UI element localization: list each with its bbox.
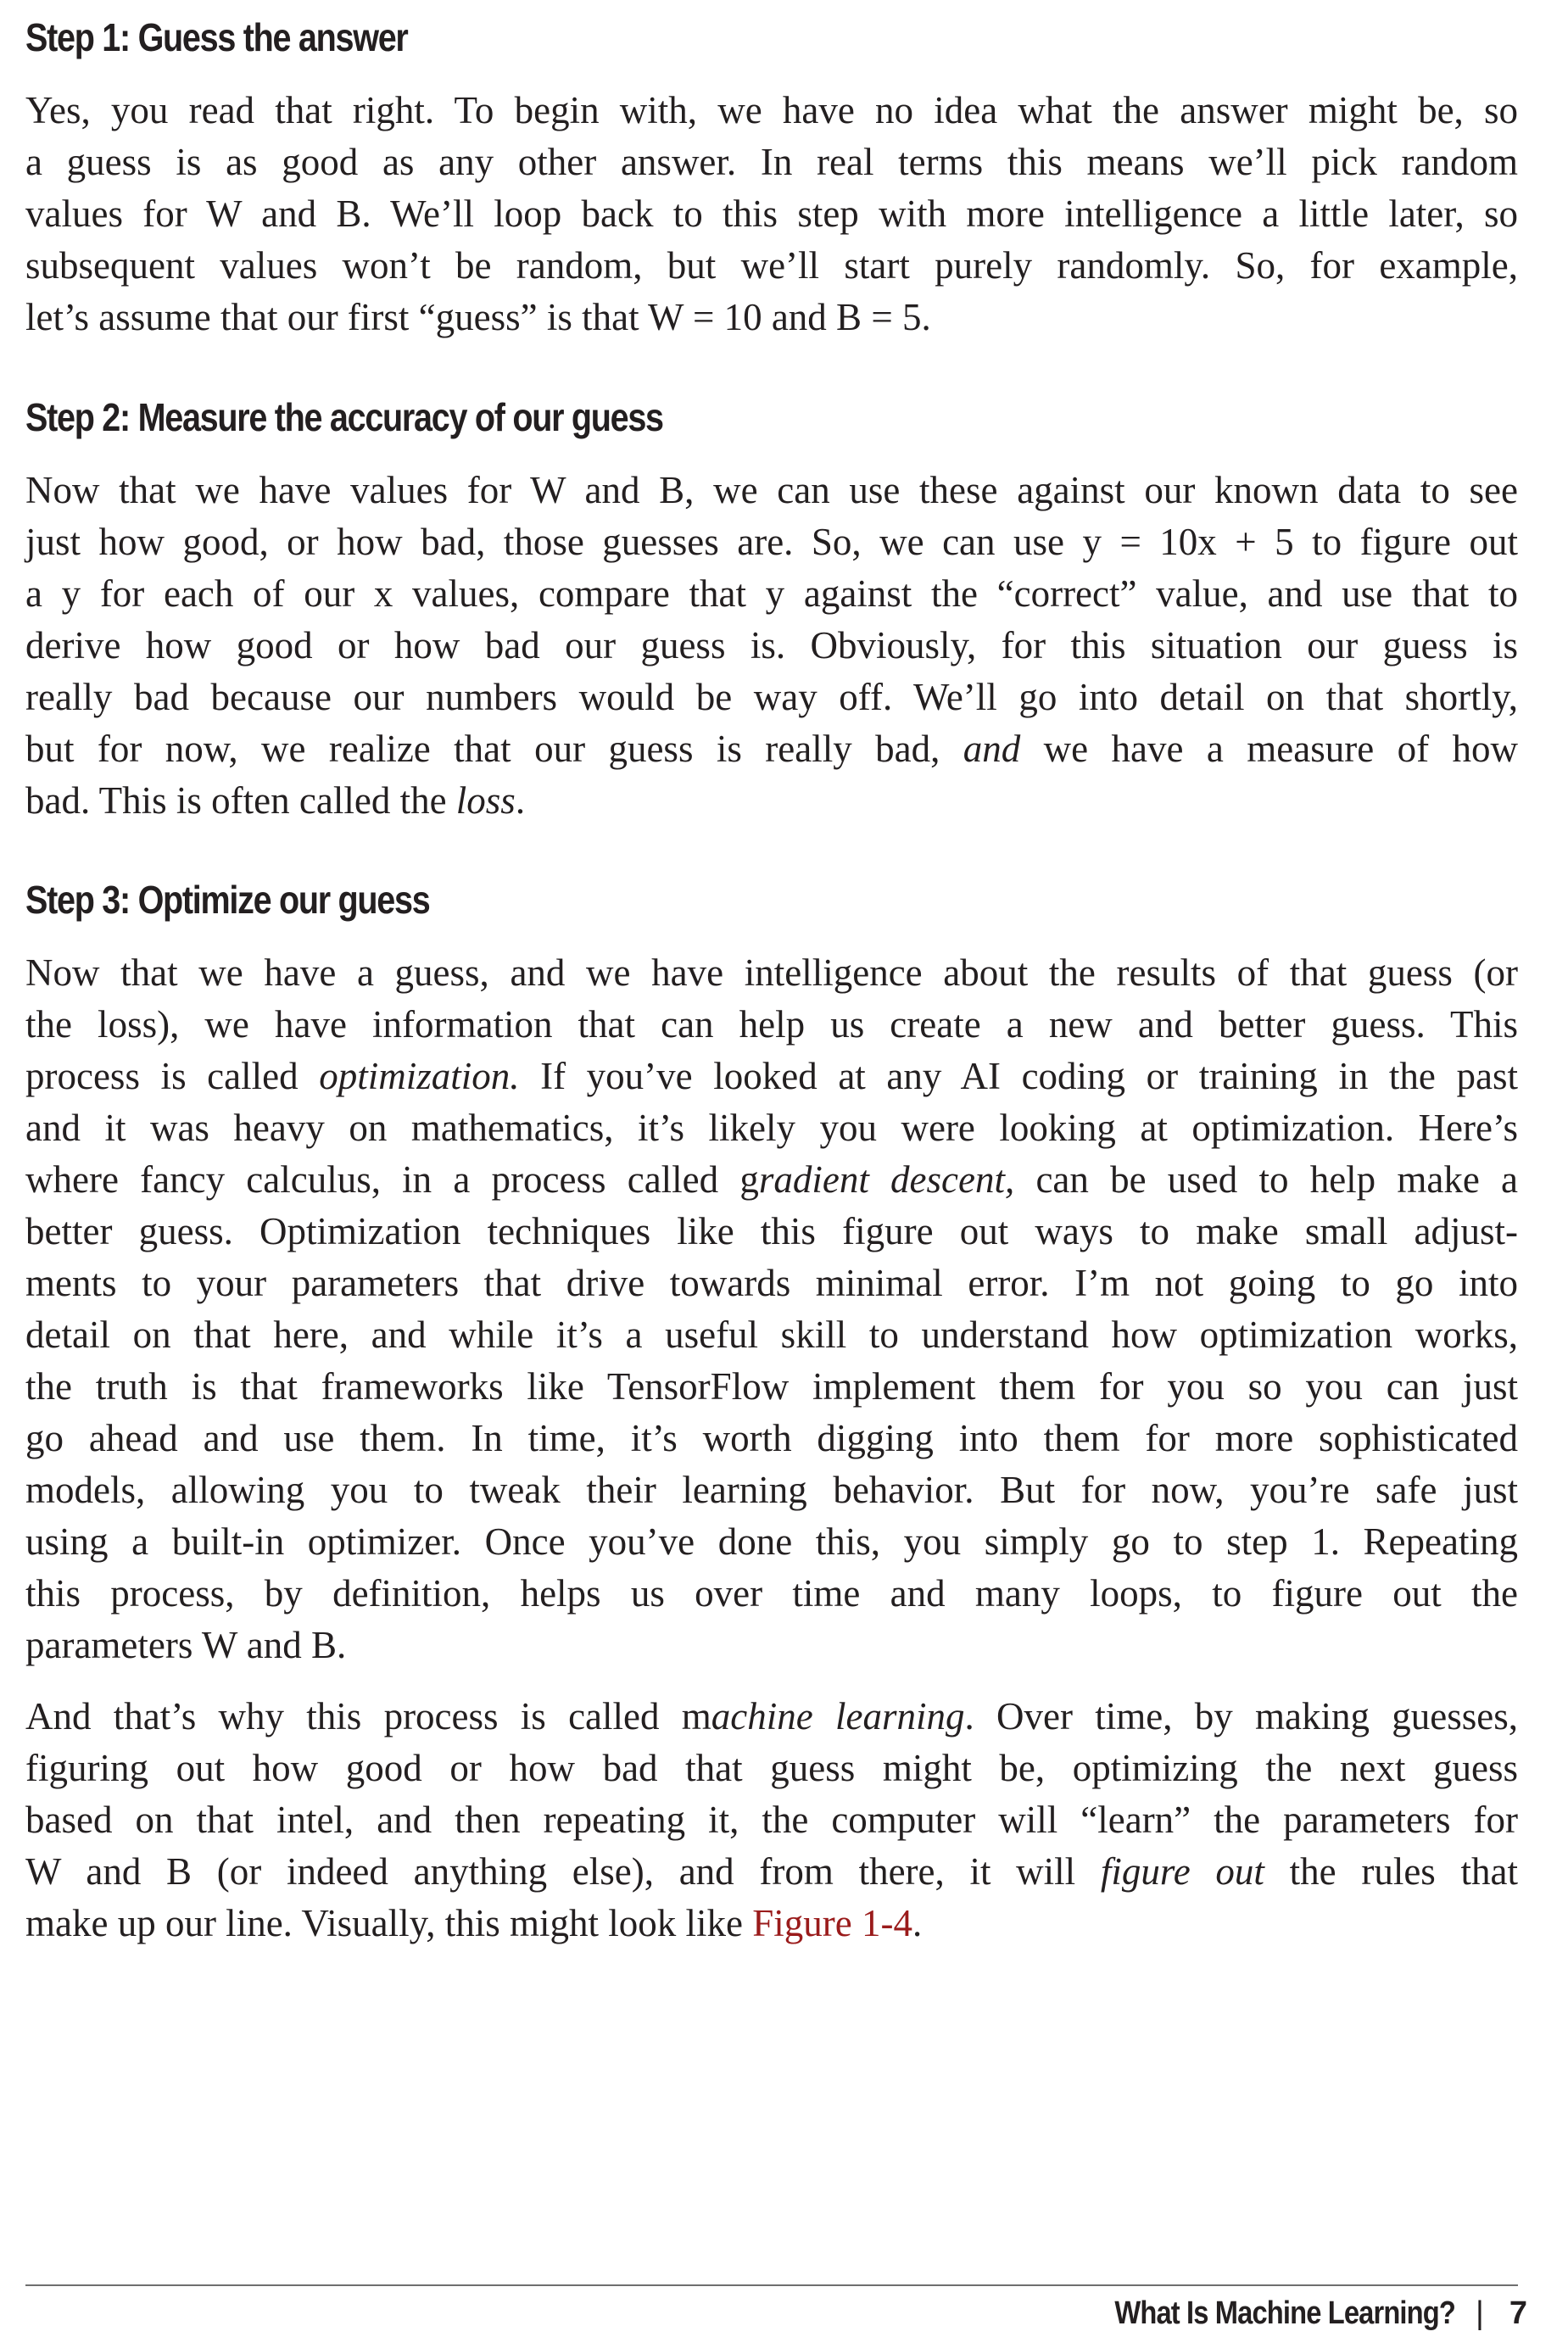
emphasis-text: optimization.: [319, 1055, 520, 1097]
paragraph-line: a y for each of our x values, compare that y against the “correct” value, and use that to: [25, 572, 1518, 615]
text-run: the rules that: [1264, 1850, 1518, 1893]
figure-reference-link[interactable]: Figure 1-4: [752, 1902, 912, 1944]
paragraph-line: really bad because our numbers would be way off. We’ll go into detail on that shortly,: [25, 676, 1518, 718]
text-run: bad. This is often called the: [25, 779, 456, 822]
paragraph-line: [25, 1898, 1518, 1949]
paragraph-line: ments to your parameters that drive towards minimal error. I’m not going to go into: [25, 1262, 1518, 1304]
paragraph-line: the loss), we have information that can help us create a new and better guess. This: [25, 1003, 1518, 1046]
footer-divider: [25, 2284, 1518, 2286]
step-2-heading: Step 2: Measure the accuracy of our guess: [25, 395, 663, 439]
paragraph-line: using a built-in optimizer. Once you’ve done this, you simply go to step 1. Repeating: [25, 1520, 1518, 1563]
paragraph-line: models, allowing you to tweak their learning behavior. But for now, you’re safe just: [25, 1469, 1518, 1511]
step-2-paragraph: [25, 465, 1518, 827]
paragraph-line: [25, 1154, 1518, 1206]
paragraph-line: Now that we have a guess, and we have intelligence about the results of that guess (or: [25, 951, 1518, 994]
paragraph-line: [25, 1691, 1518, 1743]
page-footer: [1059, 2295, 1527, 2332]
text-run: If you’ve looked at any AI coding or training in the past: [519, 1055, 1518, 1097]
text-run: where fancy calculus, in a process called g: [25, 1158, 759, 1201]
text-run: process is called: [25, 1055, 320, 1097]
text-run: . Over time, by making guesses,: [964, 1695, 1518, 1737]
emphasis-text: achine learning: [711, 1695, 965, 1737]
paragraph-line: derive how good or how bad our guess is. Obviously, for this situation our guess is: [25, 624, 1518, 667]
paragraph-line: a guess is as good as any other answer. In real terms this means we’ll pick random: [25, 141, 1518, 183]
text-run: .: [912, 1902, 923, 1944]
paragraph-line: [25, 723, 1518, 775]
text-run: And that’s why this process is called m: [25, 1695, 711, 1737]
running-footer-title: What Is Machine Learning?: [1114, 2295, 1455, 2331]
emphasis-text: radient descent,: [758, 1158, 1015, 1201]
paragraph-line: let’s assume that our first “guess” is that W = 10 and B = 5.: [25, 296, 931, 338]
step-3-paragraph: [25, 947, 1518, 1671]
paragraph-line: subsequent values won’t be random, but we’ll start purely randomly. So, for example,: [25, 244, 1518, 287]
paragraph-line: detail on that here, and while it’s a useful skill to understand how optimization works,: [25, 1314, 1518, 1356]
text-run: .: [515, 779, 526, 822]
footer-separator: |: [1475, 2295, 1484, 2331]
paragraph-line: [25, 1051, 1518, 1102]
text-run: make up our line. Visually, this might look like: [25, 1902, 753, 1944]
paragraph-line: just how good, or how bad, those guesses are. So, we can use y = 10x + 5 to figure out: [25, 521, 1518, 563]
closing-paragraph: [25, 1691, 1518, 1949]
paragraph-line: this process, by definition, helps us over time and many loops, to figure out the: [25, 1572, 1518, 1615]
paragraph-line: figuring out how good or how bad that guess might be, optimizing the next guess: [25, 1747, 1518, 1789]
paragraph-line: [25, 775, 1518, 827]
paragraph-line: Yes, you read that right. To begin with, we have no idea what the answer might be, so: [25, 89, 1518, 131]
paragraph-line: based on that intel, and then repeating it, the computer will “learn” the parameters for: [25, 1799, 1518, 1841]
paragraph-line: better guess. Optimization techniques like this figure out ways to make small adjust-: [25, 1210, 1518, 1252]
paragraph-line: the truth is that frameworks like TensorFlow implement them for you so you can just: [25, 1365, 1518, 1408]
step-3-heading: Step 3: Optimize our guess: [25, 878, 430, 922]
paragraph-line: and it was heavy on mathematics, it’s likely you were looking at optimization. Here’s: [25, 1107, 1518, 1149]
text-run: can be used to help make a: [1014, 1158, 1518, 1201]
paragraph-line: go ahead and use them. In time, it’s worth digging into them for more sophisticated: [25, 1417, 1518, 1459]
step-1-paragraph: [25, 85, 1518, 343]
paragraph-line: Now that we have values for W and B, we can use these against our known data to see: [25, 469, 1518, 511]
step-1-heading: Step 1: Guess the answer: [25, 15, 408, 59]
emphasis-text: figure out: [1100, 1850, 1264, 1893]
paragraph-line: parameters W and B.: [25, 1624, 347, 1666]
emphasis-text: and: [963, 728, 1021, 770]
page-number: 7: [1509, 2295, 1527, 2331]
text-run: but for now, we realize that our guess is really bad,: [25, 728, 963, 770]
text-run: W and B (or indeed anything else), and from there, it will: [25, 1850, 1101, 1893]
paragraph-line: values for W and B. We’ll loop back to this step with more intelligence a little later, so: [25, 192, 1518, 235]
emphasis-text: loss: [455, 779, 516, 822]
paragraph-line: [25, 1846, 1518, 1898]
text-run: we have a measure of how: [1020, 728, 1518, 770]
